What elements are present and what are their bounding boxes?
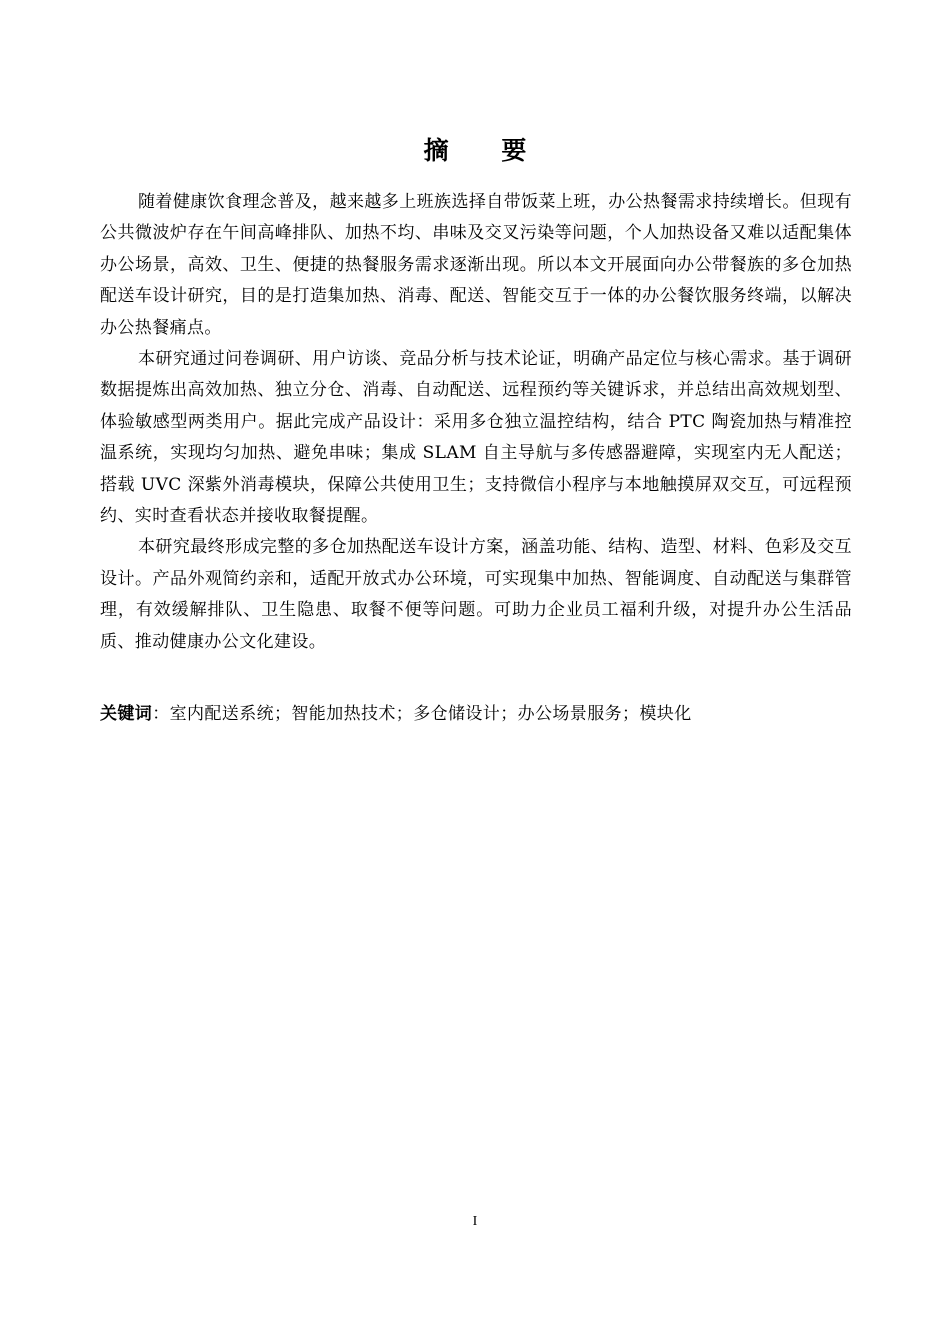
- page-number: I: [472, 1214, 478, 1229]
- abstract-paragraph-3: 本研究最终形成完整的多仓加热配送车设计方案，涵盖功能、结构、造型、材料、色彩及交互设计。产品外观简约亲和，适配开放式办公环境，可实现集中加热、智能调度、自动配送与集群管理，有效缓解排队、卫生隐患、取餐不便等问题。可助力企业员工福利升级，对提升办公生活品质、推动健康办公文化建设。: [100, 537, 852, 652]
- abstract-title: 摘 要: [423, 136, 549, 165]
- abstract-paragraph-2: 本研究通过问卷调研、用户访谈、竞品分析与技术论证，明确产品定位与核心需求。基于调研数据提炼出高效加热、独立分仓、消毒、自动配送、远程预约等关键诉求，并总结出高效规划型、体验敏感型两类用户。据此完成产品设计：采用多仓独立温控结构，结合 PTC 陶瓷加热与精准控温系统，实现均匀加热、避免串味；集成 SLAM 自主导航与多传感器避障，实现室内无人配送；搭载 UVC 深紫外消毒模块，保障公共使用卫生；支持微信小程序与本地触摸屏双交互，可远程预约、实时查看状态并接收取餐提醒。: [100, 349, 852, 527]
- abstract-paragraph-1: 随着健康饮食理念普及，越来越多上班族选择自带饭菜上班，办公热餐需求持续增长。但现有公共微波炉存在午间高峰排队、加热不均、串味及交叉污染等问题，个人加热设备又难以适配集体办公场景，高效、卫生、便捷的热餐服务需求逐渐出现。所以本文开展面向办公带餐族的多仓加热配送车设计研究，目的是打造集加热、消毒、配送、智能交互于一体的办公餐饮服务终端，以解决办公热餐痛点。: [100, 192, 852, 338]
- abstract-body: [100, 187, 852, 658]
- keywords-line: [100, 698, 852, 730]
- keywords-separator: ：: [152, 704, 170, 724]
- keywords-list: 室内配送系统；智能加热技术；多仓储设计；办公场景服务；模块化: [169, 704, 692, 724]
- keywords-label: 关键词: [100, 704, 153, 724]
